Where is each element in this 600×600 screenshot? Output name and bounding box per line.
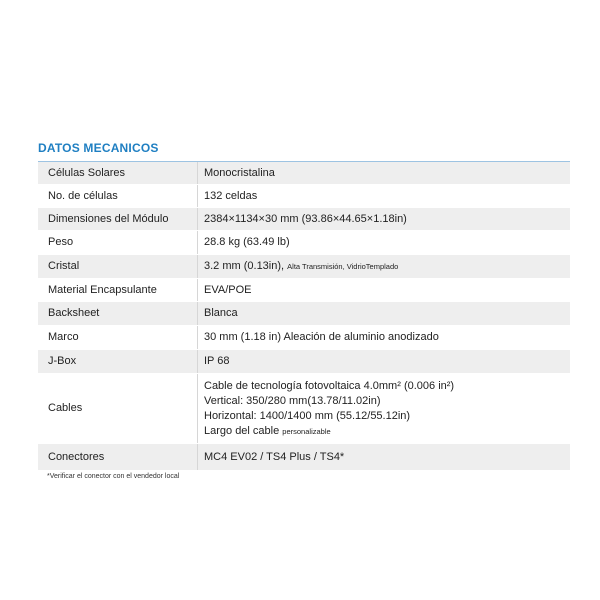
table-row	[38, 444, 570, 471]
row-value: IP 68	[204, 355, 230, 367]
table-row	[38, 302, 570, 326]
cable-line: Cable de tecnología fotovoltaica 4.0mm² (0.006 in²)	[204, 379, 455, 392]
table-row	[38, 162, 570, 185]
row-label: J-Box	[38, 350, 198, 373]
row-value: Monocristalina	[204, 166, 275, 179]
cable-line	[204, 424, 570, 439]
row-label: Backsheet	[38, 302, 198, 325]
footnote: *Verificar el conector con el vendedor local	[47, 473, 180, 480]
row-value-note: Alta Transmisión, VidrioTemplado	[287, 262, 399, 271]
table-row	[38, 350, 570, 374]
row-label: Conectores	[38, 444, 198, 470]
table-row	[38, 185, 570, 208]
table-row	[38, 279, 570, 302]
table-row	[38, 374, 570, 444]
table-row	[38, 255, 570, 279]
row-value: Blanca	[204, 307, 238, 319]
row-value-main: 3.2 mm (0.13in),	[204, 260, 285, 272]
table-row	[38, 231, 570, 255]
section-title: DATOS MECANICOS	[38, 141, 159, 155]
cable-line: Horizontal: 1400/1400 mm (55.12/55.12in)	[204, 409, 411, 422]
cable-length-label: Largo del cable	[204, 424, 280, 437]
row-label: Cristal	[38, 255, 198, 278]
row-value: MC4 EV02 / TS4 Plus / TS4*	[204, 450, 345, 463]
row-value: 28.8 kg (63.49 lb)	[204, 236, 290, 248]
row-label: Peso	[38, 231, 198, 254]
row-label: No. de células	[38, 185, 198, 207]
row-label: Marco	[38, 326, 198, 349]
row-label: Cables	[38, 374, 198, 443]
spec-table	[38, 162, 570, 471]
row-value: 30 mm (1.18 in) Aleación de aluminio anodizado	[204, 331, 439, 343]
row-value	[198, 259, 570, 274]
row-value: 132 celdas	[204, 189, 258, 202]
cable-length-note: personalizable	[282, 426, 331, 436]
row-value	[198, 379, 570, 439]
row-label: Células Solares	[38, 162, 198, 184]
row-label: Dimensiones del Módulo	[38, 208, 198, 230]
row-value: EVA/POE	[204, 283, 252, 296]
table-row	[38, 326, 570, 350]
row-value: 2384×1134×30 mm (93.86×44.65×1.18in)	[204, 212, 407, 225]
table-row	[38, 208, 570, 231]
row-label: Material Encapsulante	[38, 279, 198, 301]
cable-line: Vertical: 350/280 mm(13.78/11.02in)	[204, 394, 381, 407]
